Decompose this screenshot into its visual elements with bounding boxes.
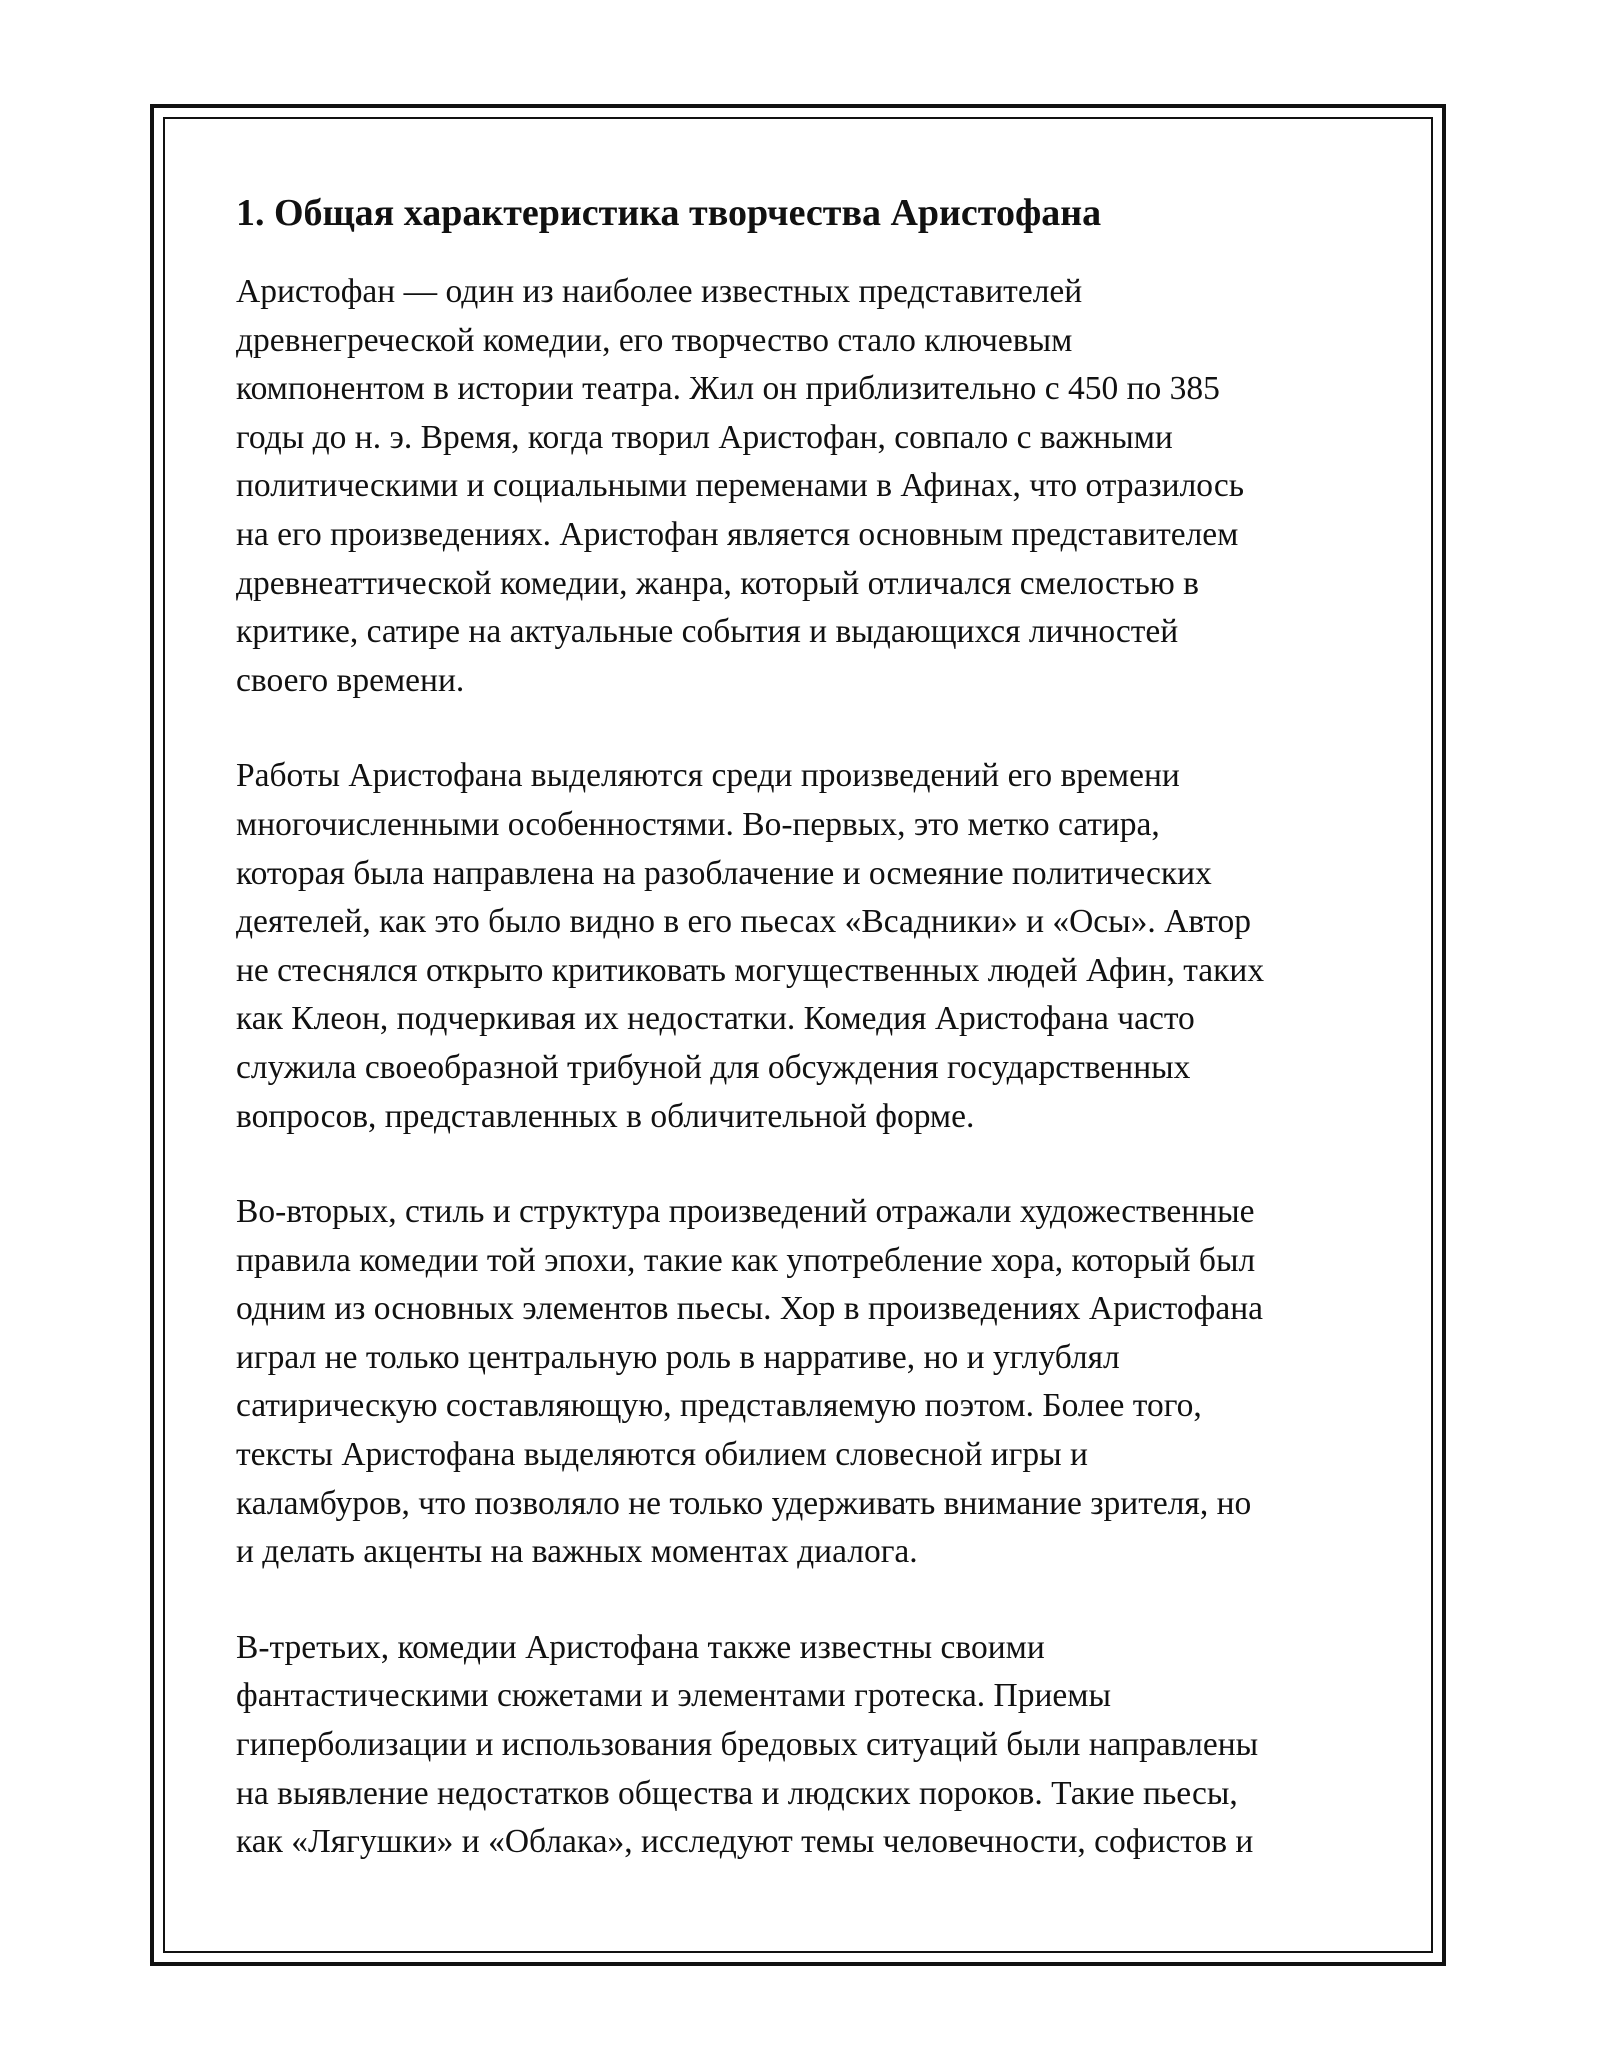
paragraph-1	[236, 268, 1366, 705]
text-line: которая была направлена на разоблачение и осмеяние политических	[236, 854, 1212, 892]
section-heading: 1. Общая характеристика творчества Аристофана	[236, 192, 1102, 234]
text-line: деятелей, как это было видно в его пьесах «Всадники» и «Осы». Автор	[236, 903, 1252, 941]
text-line: одним из основных элементов пьесы. Хор в произведениях Аристофана	[236, 1290, 1263, 1328]
text-line: как Клеон, подчеркивая их недостатки. Комедия Аристофана часто	[236, 1000, 1195, 1038]
text-line: годы до н. э. Время, когда творил Аристофан, совпало с важными	[236, 418, 1173, 456]
text-line: многочисленными особенностями. Во-первых, это метко сатира,	[236, 805, 1160, 843]
text-line: и делать акценты на важных моментах диалога.	[236, 1533, 918, 1571]
text-line: каламбуров, что позволяло не только удерживать внимание зрителя, но	[236, 1484, 1252, 1522]
text-line: гиперболизации и использования бредовых ситуаций были направлены	[236, 1726, 1259, 1764]
text-line: древнегреческой комедии, его творчество стало ключевым	[236, 321, 1073, 359]
text-line: правила комедии той эпохи, такие как употребление хора, который был	[236, 1241, 1256, 1279]
text-line: играл не только центральную роль в нарративе, но и углублял	[236, 1338, 1120, 1376]
text-line: служила своеобразной трибуной для обсуждения государственных	[236, 1048, 1191, 1086]
text-line: тексты Аристофана выделяются обилием словесной игры и	[236, 1436, 1088, 1474]
text-line: своего времени.	[236, 661, 465, 699]
text-line: фантастическими сюжетами и элементами гротеска. Приемы	[236, 1677, 1111, 1715]
text-line: на выявление недостатков общества и людских пороков. Такие пьесы,	[236, 1774, 1238, 1812]
text-line: древнеаттической комедии, жанра, который отличался смелостью в	[236, 564, 1199, 602]
text-line: компонентом в истории театра. Жил он приблизительно с 450 по 385	[236, 370, 1220, 408]
text-line: Работы Аристофана выделяются среди произведений его времени	[236, 757, 1180, 795]
text-line: В-третьих, комедии Аристофана также известны своими	[236, 1628, 1045, 1666]
text-line: Во-вторых, стиль и структура произведений отражали художественные	[236, 1193, 1255, 1231]
text-line: сатирическую составляющую, представляемую поэтом. Более того,	[236, 1387, 1202, 1425]
text-line: вопросов, представленных в обличительной форме.	[236, 1097, 975, 1135]
text-line: не стеснялся открыто критиковать могущественных людей Афин, таких	[236, 951, 1265, 989]
paragraph-4	[236, 1624, 1366, 1867]
text-line: на его произведениях. Аристофан является основным представителем	[236, 515, 1239, 553]
document-body	[236, 188, 1366, 1914]
text-line: критике, сатире на актуальные события и выдающихся личностей	[236, 613, 1179, 651]
text-line: Аристофан — один из наиболее известных представителей	[236, 273, 1083, 310]
text-line: как «Лягушки» и «Облака», исследуют темы человечности, софистов и	[236, 1823, 1254, 1861]
text-line: политическими и социальными переменами в Афинах, что отразилось	[236, 467, 1245, 505]
paragraph-2	[236, 752, 1366, 1141]
paragraph-3	[236, 1188, 1366, 1577]
